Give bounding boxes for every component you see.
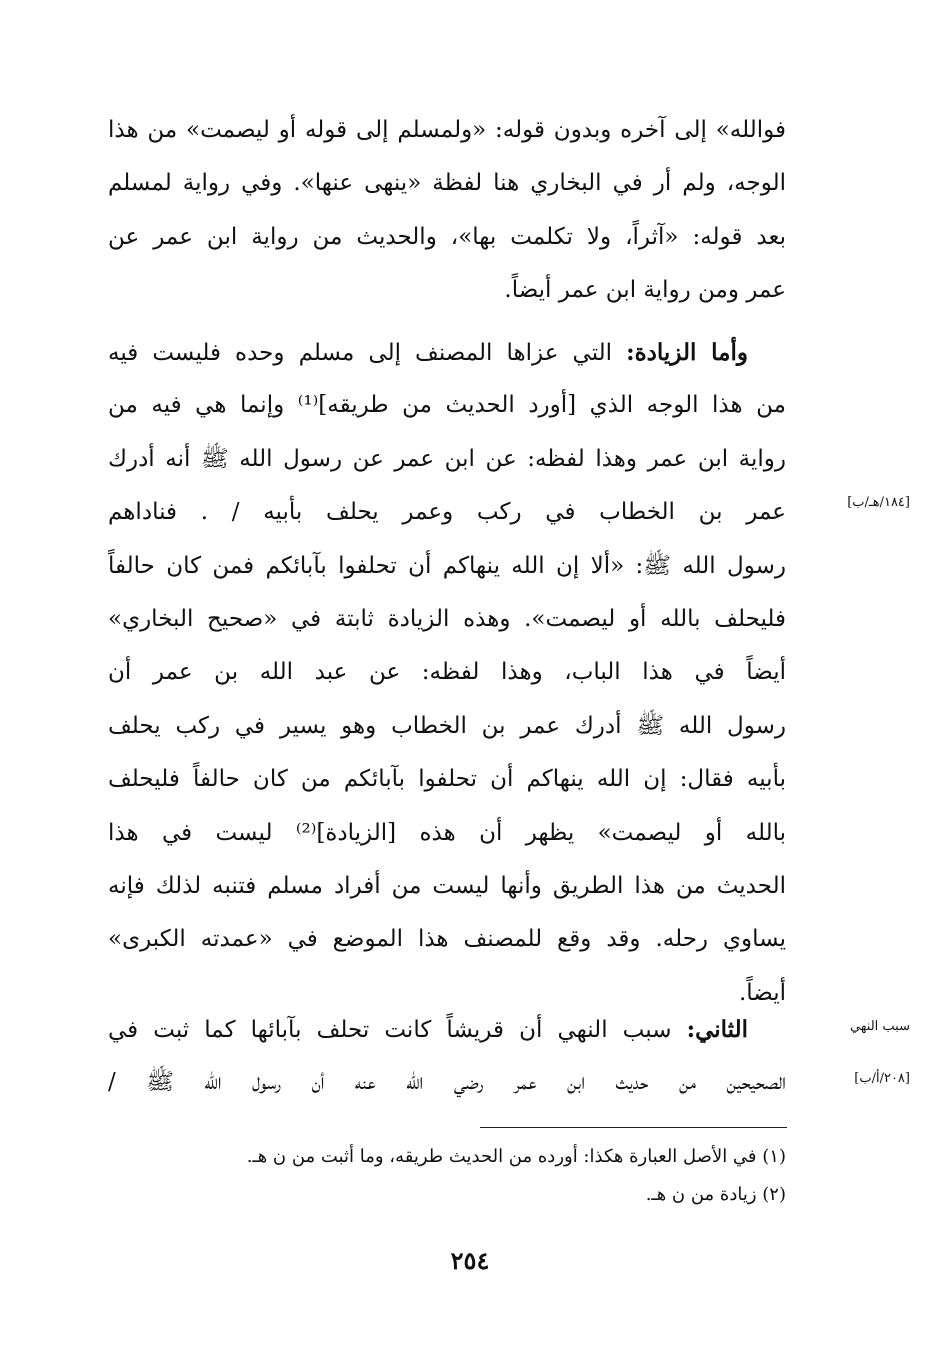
text-line: فليحلف بالله أو ليصمت». وهذه الزيادة ثابتة في «صحيح البخاري» (108, 605, 786, 632)
paragraph-3 (108, 1003, 786, 1110)
text-line-content: سبب النهي أن قريشاً كانت تحلف بآبائها كما ثبت في (108, 1017, 672, 1043)
footnote: (١) في الأصل العبارة هكذا: أورده من الحديث طريقه، وما أثبت من ن هـ. (246, 1146, 786, 1167)
text-line: رسول الله ﷺ أدرك عمر بن الخطاب وهو يسير في ركب يحلف (108, 712, 786, 739)
text-line: الحديث من هذا الطريق وأنها ليست من أفراد مسلم فتنبه لذلك فإنه (108, 872, 786, 899)
text-line: يساوي رحله. وقد وقع للمصنف هذا الموضع في «عمدته الكبرى» (108, 926, 786, 953)
text-line (108, 1003, 786, 1056)
paragraph-1 (108, 104, 786, 318)
text-line: عمر بن الخطاب في ركب وعمر يحلف بأبيه / . فناداهم (108, 499, 786, 526)
text-line: بالله أو ليصمت» يظهر أن هذه [الزيادة]⁽²⁾ ليست في هذا (108, 819, 786, 846)
text-line: أيضاً. (738, 979, 786, 1006)
text-line: بعد قوله: «آثراً، ولا تكلمت بها»، والحديث من رواية ابن عمر عن (108, 223, 786, 250)
text-line (108, 326, 786, 379)
text-line: رواية ابن عمر وهذا لفظه: عن ابن عمر عن رسول الله ﷺ أنه أدرك (108, 445, 786, 472)
text-line: الوجه، ولم أر في البخاري هنا لفظة «ينهى عنها». وفي رواية لمسلم (108, 170, 786, 197)
footnote: (٢) زيادة من ن هـ. (645, 1184, 786, 1205)
page-number: ٢٥٤ (450, 1246, 490, 1275)
paragraph-lead: وأما الزيادة: (626, 339, 748, 366)
footnote-divider (480, 1127, 787, 1128)
text-line-content: التي عزاها المصنف إلى مسلم وحده فليست فيه (108, 340, 613, 366)
text-line: بأبيه فقال: إن الله ينهاكم أن تحلفوا بآبائكم من كان حالفاً فليحلف (108, 766, 786, 793)
margin-folio-note: [٢٠٨/أ/ب] (854, 1071, 910, 1086)
text-line: الصحيحين من حديث ابن عمر رضي الله عنه أن رسول الله ﷺ / (108, 1069, 786, 1096)
paragraph-lead: الثاني: (686, 1016, 749, 1043)
paragraph-2 (108, 326, 786, 1020)
text-line: عمر ومن رواية ابن عمر أيضاً. (504, 277, 786, 304)
text-line: من هذا الوجه الذي [أورد الحديث من طريقه]⁽¹⁾ وإنما هي فيه من (108, 392, 786, 419)
text-line: رسول الله ﷺ: «ألا إن الله ينهاكم أن تحلفوا بآبائكم فمن كان حالفاً (108, 552, 786, 579)
margin-topic-note: سبب النهي (849, 1019, 910, 1034)
footnotes (108, 1138, 786, 1214)
text-line: فوالله» إلى آخره وبدون قوله: «ولمسلم إلى قوله أو ليصمت» من هذا (108, 117, 786, 143)
margin-folio-note: [١٨٤/هـ/ب] (847, 495, 910, 510)
text-line: أيضاً في هذا الباب، وهذا لفظه: عن عبد الله بن عمر أن (108, 659, 786, 686)
